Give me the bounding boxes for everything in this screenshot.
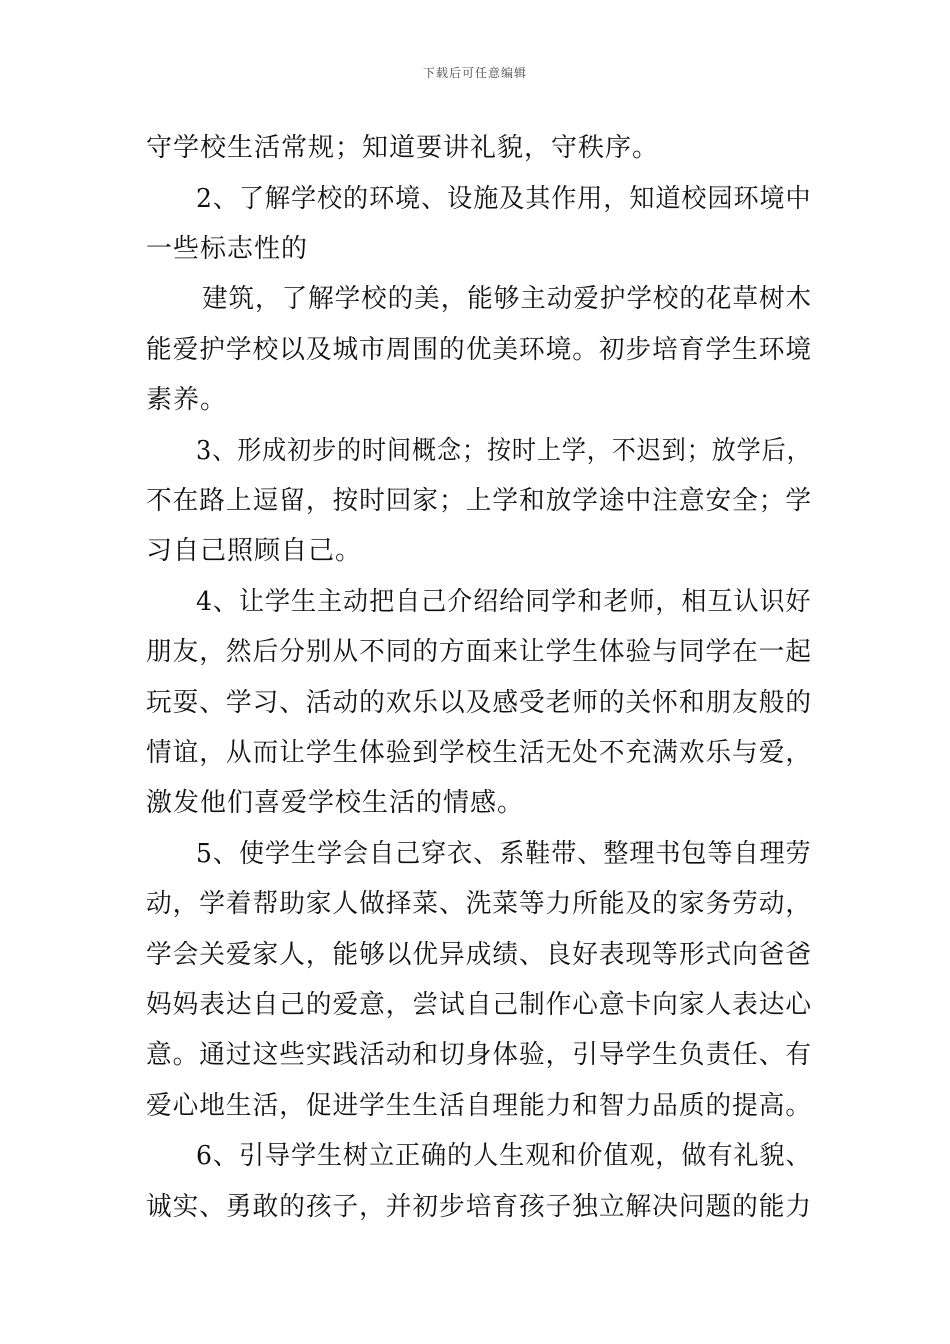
body-line: 能爱护学校以及城市周围的优美环境。初步培育学生环境 [146,335,813,365]
body-line: 素养。 [146,385,228,415]
body-line: 情谊，从而让学生体验到学校生活无处不充满欢乐与爱， [146,738,813,768]
body-line: 5、使学生学会自己穿衣、系鞋带、整理书包等自理劳 [196,839,812,869]
body-line: 习自己照顾自己。 [146,536,363,566]
body-line: 2、了解学校的环境、设施及其作用，知道校园环境中 [196,184,812,214]
body-line: 不在路上逗留，按时回家；上学和放学途中注意安全；学 [146,486,813,516]
page-header: 下载后可任意编辑 [422,66,527,80]
body-line: 一些标志性的 [146,234,309,264]
body-line: 朋友，然后分别从不同的方面来让学生体验与同学在一起 [146,637,813,667]
body-line: 意。通过这些实践活动和切身体验，引导学生负责任、有 [146,1040,813,1070]
body-line: 妈妈表达自己的爱意，尝试自己制作心意卡向家人表达心 [146,990,813,1020]
body-line: 爱心地生活，促进学生生活自理能力和智力品质的提高。 [146,1091,813,1121]
body-line: 学会关爱家人，能够以优异成绩、良好表现等形式向爸爸 [146,940,813,970]
body-line: 激发他们喜爱学校生活的情感。 [146,788,525,818]
body-line: 玩耍、学习、活动的欢乐以及感受老师的关怀和朋友般的 [146,688,813,718]
body-line: 4、让学生主动把自己介绍给同学和老师，相互认识好 [196,587,812,617]
body-line: 守学校生活常规；知道要讲礼貌，守秩序。 [146,133,660,163]
body-line: 诚实、勇敢的孩子，并初步培育孩子独立解决问题的能力 [146,1192,813,1222]
body-line: 建筑，了解学校的美，能够主动爱护学校的花草树木 [202,284,813,314]
body-line: 6、引导学生树立正确的人生观和价值观，做有礼貌、 [196,1141,812,1171]
body-line: 3、形成初步的时间概念；按时上学，不迟到；放学后， [196,436,812,466]
body-line: 动，学着帮助家人做择菜、洗菜等力所能及的家务劳动， [146,889,813,919]
